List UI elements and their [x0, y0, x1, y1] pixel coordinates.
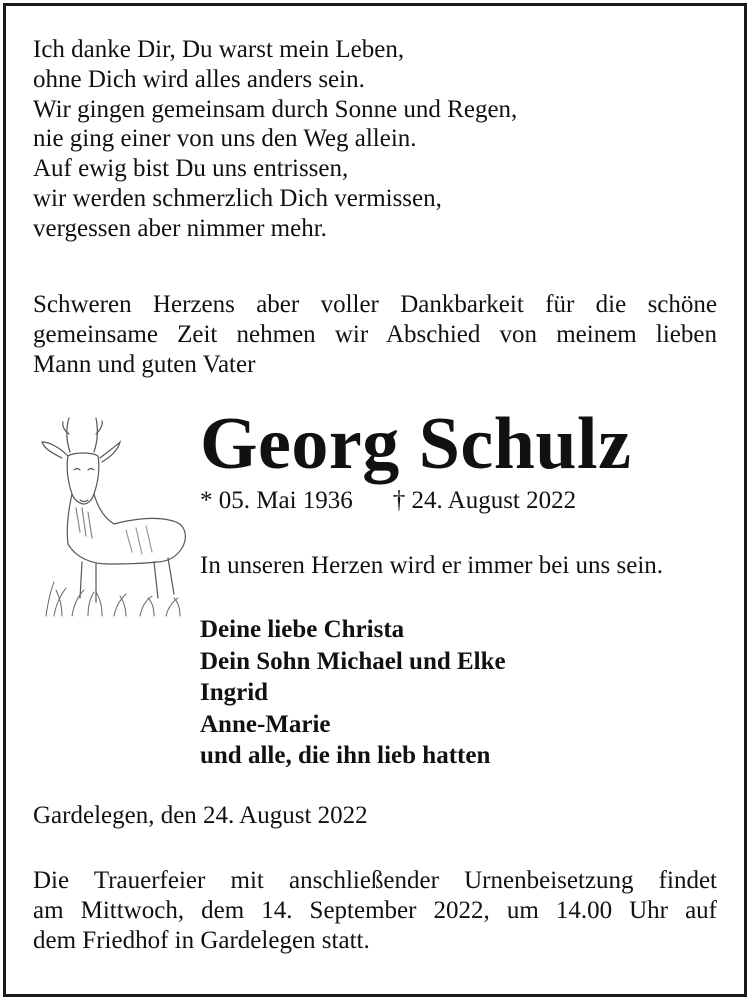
funeral-line: Die Trauerfeier mit anschließender Urnenbeisetzung findet — [33, 867, 717, 894]
deceased-name: Georg Schulz — [200, 403, 632, 485]
poem-line: Wir gingen gemeinsam durch Sonne und Regen, — [33, 95, 518, 123]
mourner: Anne-Marie — [200, 710, 331, 738]
life-dates — [200, 486, 576, 516]
mourner: Dein Sohn Michael und Elke — [200, 647, 506, 675]
place-date: Gardelegen, den 24. August 2022 — [33, 802, 368, 829]
mourner: und alle, die ihn lieb hatten — [200, 742, 491, 770]
poem — [33, 35, 517, 244]
intro-line: Mann und guten Vater — [33, 350, 256, 378]
mourner: Deine liebe Christa — [200, 616, 405, 643]
deer-illustration — [36, 412, 192, 618]
funeral-info — [33, 866, 717, 955]
poem-line: nie ging einer von uns den Weg allein. — [33, 125, 417, 153]
poem-line: vergessen aber nimmer mehr. — [33, 214, 327, 242]
birth-date: * 05. Mai 1936 — [200, 487, 353, 514]
poem-line: wir werden schmerzlich Dich vermissen, — [33, 184, 442, 212]
poem-line: Auf ewig bist Du uns entrissen, — [33, 155, 349, 183]
motto: In unseren Herzen wird er immer bei uns sein. — [200, 552, 664, 579]
poem-line: Ich danke Dir, Du warst mein Leben, — [33, 36, 405, 63]
mourner: Ingrid — [200, 679, 269, 707]
intro-line: Schweren Herzens aber voller Dankbarkeit für die schöne — [33, 291, 717, 318]
funeral-line: dem Friedhof in Gardelegen statt. — [33, 926, 370, 954]
funeral-line: am Mittwoch, dem 14. September 2022, um 14.00 Uhr auf — [33, 896, 717, 924]
poem-line: ohne Dich wird alles anders sein. — [33, 65, 365, 93]
mourners-list — [200, 614, 506, 772]
intro-line: gemeinsame Zeit nehmen wir Abschied von meinem lieben — [33, 320, 717, 348]
intro-paragraph — [33, 290, 717, 379]
death-date: † 24. August 2022 — [392, 487, 577, 514]
